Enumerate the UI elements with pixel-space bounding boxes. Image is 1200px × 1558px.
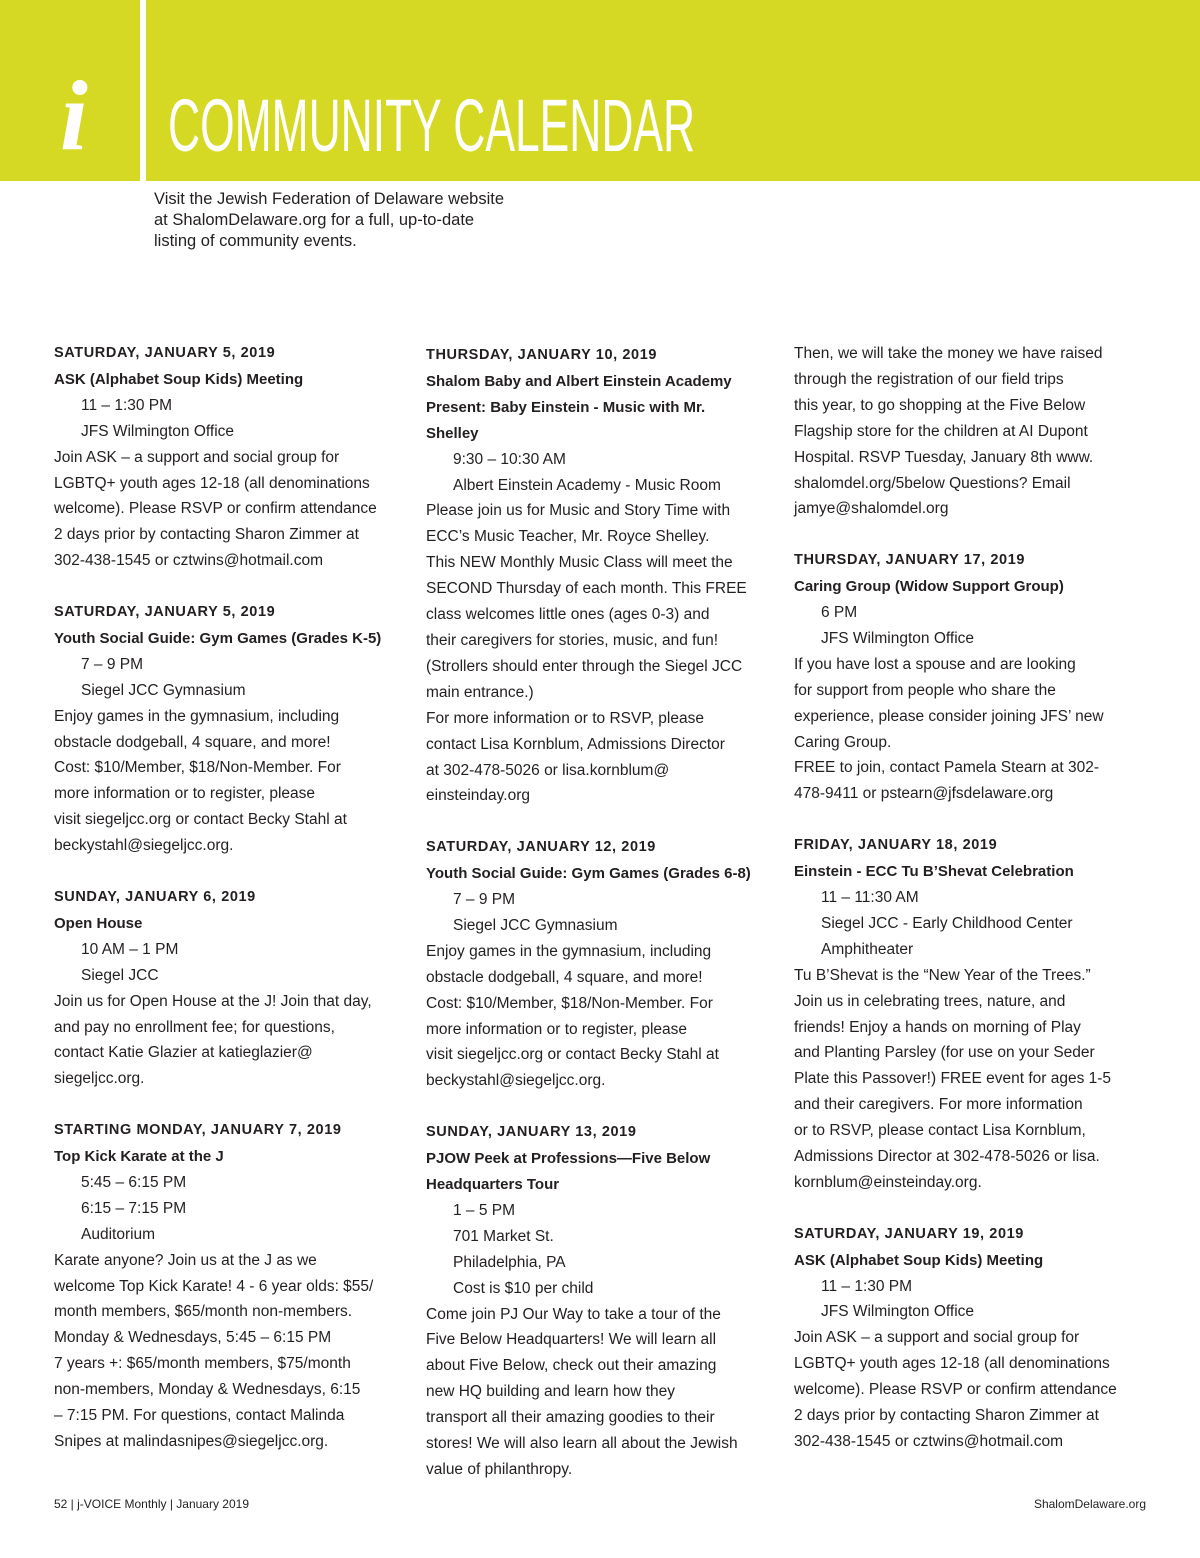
body-line: obstacle dodgeball, 4 square, and more!: [54, 733, 331, 751]
event-date: SATURDAY, JANUARY 12, 2019: [426, 839, 656, 856]
event-title: PJOW Peek at Professions—Five Below: [426, 1150, 711, 1168]
body-line: LGBTQ+ youth ages 12-18 (all denominations: [794, 1355, 1110, 1373]
intro-text: [154, 189, 594, 252]
body-line: 302-438-1545 or cztwins@hotmail.com: [54, 552, 324, 570]
body-line: transport all their amazing goodies to their: [426, 1409, 715, 1427]
event-date: THURSDAY, JANUARY 10, 2019: [426, 347, 658, 363]
calendar-event: [54, 341, 406, 574]
body-line: welcome). Please RSVP or confirm attendance: [54, 500, 377, 518]
body-line: If you have lost a spouse and are looking: [794, 655, 1076, 673]
body-line: main entrance.): [426, 683, 534, 701]
body-line: For more information or to RSVP, please: [426, 709, 704, 727]
body-line: Hospital. RSVP Tuesday, January 8th www.: [794, 448, 1094, 466]
body-line: jamye@shalomdel.org: [794, 500, 949, 518]
body-line: and their caregivers. For more information: [794, 1096, 1083, 1114]
body-line: contact Katie Glazier at katieglazier@: [54, 1044, 313, 1062]
body-line: Snipes at malindasnipes@siegeljcc.org.: [54, 1433, 329, 1451]
calendar-event: [426, 835, 778, 1094]
body-line: – 7:15 PM. For questions, contact Malinda: [54, 1407, 345, 1425]
body-line: more information or to register, please: [426, 1020, 688, 1038]
event-detail: Siegel JCC Gymnasium: [81, 681, 246, 699]
body-line: this year, to go shopping at the Five Below: [794, 396, 1086, 414]
body-line: Join us for Open House at the J! Join that day,: [54, 992, 372, 1010]
event-detail: Siegel JCC: [81, 966, 159, 984]
footer-website: ShalomDelaware.org: [1033, 1497, 1146, 1511]
body-line: new HQ building and learn how they: [426, 1383, 676, 1401]
body-line: This NEW Monthly Music Class will meet the: [426, 554, 733, 572]
body-line: Enjoy games in the gymnasium, including: [426, 942, 712, 960]
column-1: [54, 341, 406, 1481]
body-line: and Planting Parsley (for use on your Seder: [794, 1044, 1095, 1062]
body-line: Join ASK – a support and social group for: [54, 448, 340, 466]
body-line: non-members, Monday & Wednesdays, 6:15: [54, 1381, 361, 1399]
intro-line: Visit the Jewish Federation of Delaware website: [154, 190, 505, 208]
event-title: Present: Baby Einstein - Music with Mr.: [426, 398, 706, 416]
body-line: welcome Top Kick Karate! 4 - 6 year olds: $55/: [54, 1277, 374, 1295]
event-date: THURSDAY, JANUARY 17, 2019: [794, 552, 1026, 569]
body-line: siegeljcc.org.: [54, 1070, 145, 1088]
body-line: through the registration of our field trips: [794, 370, 1064, 388]
event-detail: JFS Wilmington Office: [821, 1303, 975, 1321]
body-line: obstacle dodgeball, 4 square, and more!: [426, 968, 703, 986]
info-icon: i: [60, 60, 88, 171]
event-detail: 6:15 – 7:15 PM: [81, 1199, 187, 1217]
event-date: FRIDAY, JANUARY 18, 2019: [794, 837, 998, 854]
body-line: Admissions Director at 302-478-5026 or lisa.: [794, 1148, 1100, 1166]
event-detail: Albert Einstein Academy - Music Room: [453, 476, 721, 494]
event-date: SUNDAY, JANUARY 13, 2019: [426, 1124, 637, 1141]
body-line: 478-9411 or pstearn@jfsdelaware.org: [794, 785, 1054, 803]
event-detail: 1 – 5 PM: [453, 1201, 516, 1219]
calendar-event: [426, 343, 778, 809]
body-line: 7 years +: $65/month members, $75/month: [54, 1355, 351, 1373]
event-title: Shelley: [426, 424, 479, 442]
body-line: value of philanthropy.: [426, 1460, 573, 1478]
intro-line: at ShalomDelaware.org for a full, up-to-date: [154, 211, 475, 229]
body-line: FREE to join, contact Pamela Stearn at 302-: [794, 759, 1099, 777]
event-detail: Siegel JCC - Early Childhood Center: [821, 914, 1073, 932]
body-line: for support from people who share the: [794, 681, 1056, 699]
body-line: or to RSVP, please contact Lisa Kornblum,: [794, 1122, 1086, 1140]
body-line: Cost: $10/Member, $18/Non-Member. For: [54, 759, 341, 777]
body-line: visit siegeljcc.org or contact Becky Stahl at: [426, 1046, 719, 1064]
event-detail: Cost is $10 per child: [453, 1279, 594, 1297]
body-line: experience, please consider joining JFS’ new: [794, 707, 1104, 725]
calendar-event: [794, 548, 1146, 807]
event-detail: Amphitheater: [821, 940, 914, 958]
event-detail: 701 Market St.: [453, 1227, 554, 1245]
header-banner: [0, 0, 1200, 181]
body-line: at 302-478-5026 or lisa.kornblum@: [426, 761, 670, 779]
body-line: and pay no enrollment fee; for questions,: [54, 1018, 335, 1036]
body-line: Join us in celebrating trees, nature, and: [794, 992, 1066, 1010]
body-line: stores! We will also learn all about the Jewish: [426, 1435, 738, 1453]
body-line: Monday & Wednesdays, 5:45 – 6:15 PM: [54, 1329, 332, 1347]
body-line: their caregivers for stories, music, and fun!: [426, 631, 719, 649]
event-detail: 11 – 11:30 AM: [821, 889, 919, 906]
body-line: SECOND Thursday of each month. This FREE: [426, 580, 747, 598]
event-title: Einstein - ECC Tu B’Shevat Celebration: [794, 863, 1074, 881]
event-detail: Siegel JCC Gymnasium: [453, 916, 618, 934]
body-line: month members, $65/month non-members.: [54, 1303, 353, 1321]
calendar-event: [794, 833, 1146, 1196]
body-line: 2 days prior by contacting Sharon Zimmer at: [794, 1407, 1099, 1425]
event-title: Headquarters Tour: [426, 1175, 560, 1193]
event-detail: 7 – 9 PM: [81, 655, 144, 673]
body-line: Caring Group.: [794, 733, 892, 751]
body-line: beckystahl@siegeljcc.org.: [426, 1072, 606, 1090]
calendar-event: [426, 1120, 778, 1483]
event-detail: 11 – 1:30 PM: [81, 396, 173, 414]
body-line: einsteinday.org: [426, 787, 530, 805]
event-date: SATURDAY, JANUARY 5, 2019: [54, 604, 276, 621]
body-line: shalomdel.org/5below Questions? Email: [794, 474, 1071, 492]
event-date: STARTING MONDAY, JANUARY 7, 2019: [54, 1122, 342, 1139]
calendar-event: [54, 885, 406, 1092]
event-detail: Auditorium: [81, 1225, 156, 1243]
body-line: beckystahl@siegeljcc.org.: [54, 837, 234, 855]
event-detail: Philadelphia, PA: [453, 1253, 566, 1271]
body-line: kornblum@einsteinday.org.: [794, 1173, 982, 1191]
body-line: 302-438-1545 or cztwins@hotmail.com: [794, 1433, 1064, 1451]
body-line: LGBTQ+ youth ages 12-18 (all denominations: [54, 474, 370, 492]
event-detail: 7 – 9 PM: [453, 891, 516, 909]
calendar-event: [54, 600, 406, 859]
body-line: Five Below Headquarters! We will learn all: [426, 1331, 717, 1349]
calendar-event: [794, 1222, 1146, 1455]
event-title: Open House: [54, 914, 143, 932]
event-detail: 10 AM – 1 PM: [81, 940, 179, 958]
event-detail: 6 PM: [821, 604, 858, 622]
event-title: Top Kick Karate at the J: [54, 1148, 224, 1166]
body-line: welcome). Please RSVP or confirm attendance: [794, 1381, 1117, 1399]
event-title: ASK (Alphabet Soup Kids) Meeting: [794, 1251, 1044, 1269]
column-2: [426, 343, 778, 1509]
event-detail: 9:30 – 10:30 AM: [453, 450, 566, 468]
event-title: Shalom Baby and Albert Einstein Academy: [426, 372, 732, 390]
continued-text: [794, 341, 1146, 522]
event-detail: 5:45 – 6:15 PM: [81, 1173, 187, 1191]
event-detail: JFS Wilmington Office: [81, 422, 235, 440]
event-date: SUNDAY, JANUARY 6, 2019: [54, 889, 256, 905]
calendar-event: [54, 1118, 406, 1455]
event-title: Caring Group (Widow Support Group): [794, 578, 1064, 596]
body-line: Cost: $10/Member, $18/Non-Member. For: [426, 994, 713, 1012]
body-line: friends! Enjoy a hands on morning of Play: [794, 1018, 1081, 1036]
body-line: Flagship store for the children at AI Dupont: [794, 422, 1088, 440]
event-date: SATURDAY, JANUARY 5, 2019: [54, 345, 276, 361]
body-line: Please join us for Music and Story Time with: [426, 502, 731, 520]
body-line: contact Lisa Kornblum, Admissions Director: [426, 735, 725, 753]
event-detail: 11 – 1:30 PM: [821, 1277, 913, 1295]
body-line: visit siegeljcc.org or contact Becky Stahl at: [54, 811, 347, 829]
banner-divider: [140, 0, 146, 181]
body-line: Join ASK – a support and social group for: [794, 1329, 1080, 1347]
body-line: ECC’s Music Teacher, Mr. Royce Shelley.: [426, 528, 710, 546]
body-line: (Strollers should enter through the Siegel JCC: [426, 657, 743, 675]
event-title: Youth Social Guide: Gym Games (Grades 6-8): [426, 865, 751, 883]
page-title: COMMUNITY CALENDAR: [168, 84, 696, 167]
event-title: Youth Social Guide: Gym Games (Grades K-5): [54, 629, 382, 647]
event-title: ASK (Alphabet Soup Kids) Meeting: [54, 370, 304, 388]
body-line: 2 days prior by contacting Sharon Zimmer at: [54, 526, 359, 544]
event-detail: JFS Wilmington Office: [821, 629, 975, 647]
body-line: Tu B’Shevat is the “New Year of the Trees.”: [794, 966, 1091, 984]
body-line: Plate this Passover!) FREE event for ages 1-5: [794, 1070, 1112, 1088]
footer-page-info: 52 | j-VOICE Monthly | January 2019: [54, 1497, 249, 1511]
body-line: Then, we will take the money we have raised: [794, 345, 1103, 362]
body-line: Enjoy games in the gymnasium, including: [54, 707, 340, 725]
column-3: [794, 341, 1146, 1481]
body-line: class welcomes little ones (ages 0-3) and: [426, 606, 710, 624]
body-line: more information or to register, please: [54, 785, 316, 803]
body-line: Karate anyone? Join us at the J as we: [54, 1251, 317, 1269]
intro-line: listing of community events.: [154, 232, 357, 250]
body-line: about Five Below, check out their amazing: [426, 1357, 717, 1375]
body-line: Come join PJ Our Way to take a tour of the: [426, 1305, 721, 1323]
event-date: SATURDAY, JANUARY 19, 2019: [794, 1225, 1024, 1242]
